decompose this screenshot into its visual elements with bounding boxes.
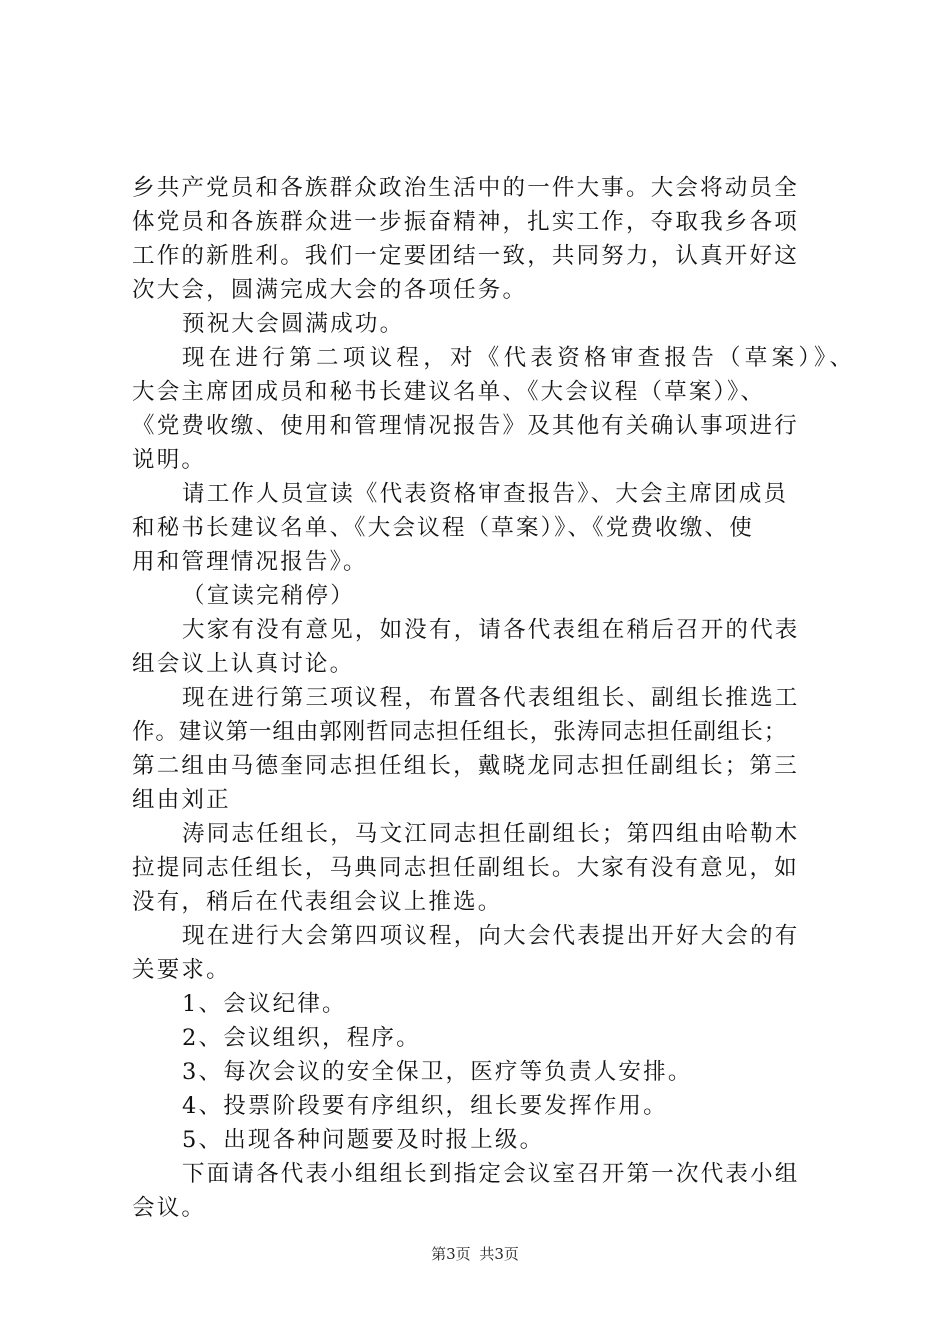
text-line: 作。建议第一组由郭刚哲同志担任组长，张涛同志担任副组长； (132, 719, 788, 745)
text-line: 和秘书长建议名单、《大会议程（草案）》、《党费收缴、使 (132, 515, 754, 541)
page-total: 共3页 (479, 1245, 519, 1263)
text-line: 请工作人员宣读《代表资格审查报告》、大会主席团成员 (182, 481, 789, 507)
text-line: 现在进行第三项议程，布置各代表组组长、副组长推选工 (182, 685, 800, 711)
page-number: 第3页 (431, 1245, 471, 1263)
text-line: 第二组由马德奎同志担任组长，戴晓龙同志担任副组长；第三 (132, 753, 799, 779)
text-line: 组会议上认真讨论。 (132, 651, 355, 677)
text-line: 现在进行第二项议程，对《代表资格审查报告（草案）》、 (182, 345, 857, 371)
text-line: 组由刘正 (132, 787, 231, 813)
text-line: 预祝大会圆满成功。 (182, 311, 405, 337)
text-line: 没有，稍后在代表组会议上推选。 (132, 889, 503, 915)
text-line: （宣读完稍停） (182, 583, 355, 609)
text-line: 会议。 (132, 1195, 207, 1221)
list-item: 3、每次会议的安全保卫，医疗等负责人安排。 (182, 1059, 693, 1085)
text-line: 涛同志任组长，马文江同志担任副组长；第四组由哈勒木 (182, 821, 800, 847)
list-item: 2、会议组织，程序。 (182, 1025, 421, 1051)
text-line: 用和管理情况报告》。 (132, 549, 368, 575)
text-line: 说明。 (132, 447, 207, 473)
list-item: 1、会议纪律。 (182, 991, 347, 1017)
text-line: 关要求。 (132, 957, 231, 983)
text-line: 次大会，圆满完成大会的各项任务。 (132, 277, 528, 303)
text-line: 现在进行大会第四项议程，向大会代表提出开好大会的有 (182, 923, 800, 949)
text-line: 《党费收缴、使用和管理情况报告》及其他有关确认事项进行 (132, 413, 799, 439)
text-line: 乡共产党员和各族群众政治生活中的一件大事。大会将动员全 (132, 175, 799, 201)
text-line: 大家有没有意见，如没有，请各代表组在稍后召开的代表 (182, 617, 800, 643)
list-item: 4、投票阶段要有序组织，组长要发挥作用。 (182, 1093, 668, 1119)
text-line: 工作的新胜利。我们一定要团结一致，共同努力，认真开好这 (132, 243, 799, 269)
list-item: 5、出现各种问题要及时报上级。 (182, 1127, 545, 1153)
text-line: 下面请各代表小组组长到指定会议室召开第一次代表小组 (182, 1161, 800, 1187)
text-line: 大会主席团成员和秘书长建议名单、《大会议程（草案）》、 (132, 379, 766, 405)
text-line: 拉提同志任组长，马典同志担任副组长。大家有没有意见，如 (132, 855, 799, 881)
page-footer (0, 1243, 950, 1264)
text-line: 体党员和各族群众进一步振奋精神，扎实工作，夺取我乡各项 (132, 209, 799, 235)
